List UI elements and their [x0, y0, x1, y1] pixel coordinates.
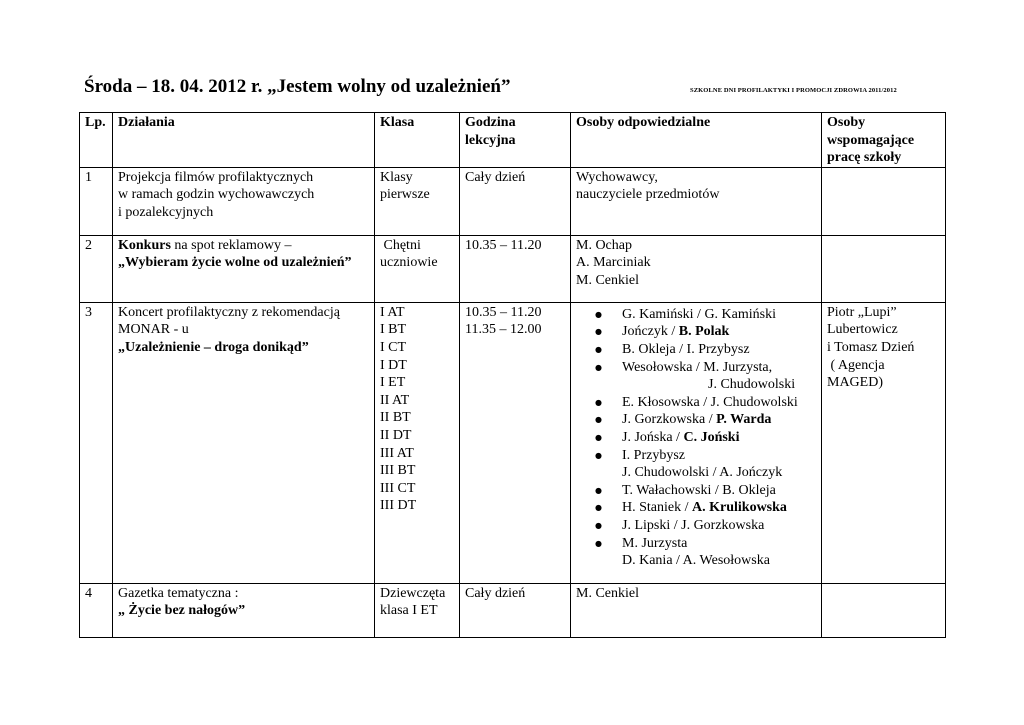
text-line: 10.35 – 11.20 — [465, 304, 542, 320]
cell-dzialania — [113, 167, 375, 235]
table-row — [80, 302, 946, 583]
person-text-continued: J. Chudowolski — [708, 377, 796, 393]
person-text: T. Wałachowski / B. Okleja — [622, 482, 776, 498]
text-line: i pozalekcyjnych — [118, 204, 214, 220]
text-line: Dziewczęta — [380, 585, 446, 601]
bold-text: Konkurs — [118, 237, 171, 253]
list-item — [576, 323, 817, 341]
person-text: I. Przybysz — [622, 447, 685, 463]
person-text-continued: D. Kania / A. Wesołowska — [622, 553, 770, 569]
list-item — [576, 394, 817, 412]
cell-wsp — [822, 167, 946, 235]
list-item — [576, 306, 817, 324]
cell-klasa — [375, 583, 460, 637]
list-item — [576, 499, 817, 517]
page-title: Środa – 18. 04. 2012 r. „Jestem wolny od uzależnień” — [84, 76, 511, 97]
table-row — [80, 583, 946, 637]
text-line: Chętni — [380, 237, 421, 253]
cell-osoby — [571, 583, 822, 637]
cell-dzialania — [113, 302, 375, 583]
text-line: Cały dzień — [465, 585, 526, 601]
text-line: pierwsze — [380, 187, 430, 203]
class-item: III AT — [380, 445, 414, 461]
text-line: 11.35 – 12.00 — [465, 322, 542, 338]
person-text: J. Gorzkowska / — [622, 412, 717, 428]
list-item — [576, 535, 817, 570]
text-line: w ramach godzin wychowawczych — [118, 187, 315, 203]
cell-osoby — [571, 302, 822, 583]
cell-lp: 4 — [80, 583, 113, 637]
person-bold: A. Krulikowska — [692, 500, 787, 516]
list-item — [576, 411, 817, 429]
cell-wsp — [822, 302, 946, 583]
cell-godzina — [460, 302, 571, 583]
person-text: H. Staniek / — [622, 500, 692, 516]
class-item: II DT — [380, 427, 412, 443]
cell-osoby — [571, 235, 822, 302]
class-item: I DT — [380, 357, 407, 373]
cell-dzialania — [113, 583, 375, 637]
cell-godzina — [460, 235, 571, 302]
text-line — [118, 237, 370, 255]
person-text: Jończyk / — [622, 324, 679, 340]
text-line: Projekcja filmów profilaktycznych — [118, 169, 314, 185]
text-line: Lubertowicz — [827, 322, 898, 338]
plain-text: na spot reklamowy – — [170, 237, 292, 253]
text-line: klasa I ET — [380, 603, 438, 619]
class-item: III BT — [380, 463, 416, 479]
text-line: Wychowawcy, — [576, 169, 658, 185]
text-line: A. Marciniak — [576, 255, 651, 271]
text-line: MAGED) — [827, 375, 883, 391]
person-text: J. Lipski / J. Gorzkowska — [622, 517, 765, 533]
header-godzina-line: Godzina — [465, 115, 516, 130]
class-item: II BT — [380, 410, 411, 426]
text-line: 10.35 – 11.20 — [465, 237, 542, 253]
header-godzina-line: lekcyjna — [465, 132, 516, 148]
text-line: M. Cenkiel — [576, 272, 639, 288]
cell-wsp — [822, 583, 946, 637]
bold-text: „Uzależnienie – droga donikąd” — [118, 339, 309, 355]
class-item: III DT — [380, 498, 417, 514]
person-text: B. Okleja / I. Przybysz — [622, 341, 750, 357]
cell-klasa — [375, 235, 460, 302]
cell-lp: 2 — [80, 235, 113, 302]
list-item — [576, 341, 817, 359]
list-item — [576, 447, 817, 482]
person-bold: C. Joński — [683, 429, 740, 445]
header-dzialania: Działania — [113, 113, 375, 168]
text-line: uczniowie — [380, 255, 438, 271]
text-line: Cały dzień — [465, 169, 526, 185]
class-item: III CT — [380, 480, 416, 496]
person-text: M. Jurzysta — [622, 535, 688, 551]
table-row — [80, 167, 946, 235]
bold-text: „Wybieram życie wolne od uzależnień” — [118, 255, 352, 271]
text-line: M. Ochap — [576, 237, 632, 253]
table-header-row — [80, 113, 946, 168]
person-text: G. Kamiński / G. Kamiński — [622, 306, 776, 322]
class-item: I BT — [380, 322, 407, 338]
text-line: ( Agencja — [827, 357, 885, 373]
cell-lp: 1 — [80, 167, 113, 235]
person-text: J. Jońska / — [622, 429, 684, 445]
class-item: II AT — [380, 392, 410, 408]
header-lp: Lp. — [80, 113, 113, 168]
header-wsp-line: Osoby — [827, 115, 866, 130]
table-row — [80, 235, 946, 302]
cell-wsp — [822, 235, 946, 302]
text-line: MONAR - u — [118, 322, 189, 338]
person-text: E. Kłosowska / J. Chudowolski — [622, 394, 798, 410]
header-osoby-odpowiedzialne: Osoby odpowiedzialne — [571, 113, 822, 168]
person-text: Wesołowska / M. Jurzysta, — [622, 359, 773, 375]
cell-dzialania — [113, 235, 375, 302]
text-line: i Tomasz Dzień — [827, 339, 915, 355]
person-bold: P. Warda — [716, 412, 772, 428]
text-line: Gazetka tematyczna : — [118, 585, 239, 601]
text-line: Piotr „Lupi” — [827, 304, 897, 320]
header-godzina — [460, 113, 571, 168]
header-klasa: Klasa — [375, 113, 460, 168]
text-line: M. Cenkiel — [576, 585, 639, 601]
list-item — [576, 482, 817, 500]
cell-lp: 3 — [80, 302, 113, 583]
text-line: Koncert profilaktyczny z rekomendacją — [118, 304, 340, 320]
text-line: nauczyciele przedmiotów — [576, 187, 720, 203]
schedule-table — [79, 112, 946, 638]
cell-klasa — [375, 302, 460, 583]
cell-osoby — [571, 167, 822, 235]
text-line: Klasy — [380, 169, 413, 185]
class-item: I ET — [380, 375, 406, 391]
list-item — [576, 429, 817, 447]
cell-godzina — [460, 583, 571, 637]
cell-klasa — [375, 167, 460, 235]
header-wsp-line: pracę szkoły — [827, 150, 902, 166]
person-text-continued: J. Chudowolski / A. Jończyk — [622, 465, 783, 481]
page-subtitle: SZKOLNE DNI PROFILAKTYKI I PROMOCJI ZDROWIA 2011/2012 — [690, 87, 897, 94]
list-item — [576, 517, 817, 535]
header-osoby-wspomagajace — [822, 113, 946, 168]
header-wsp-line: wspomagające — [827, 132, 915, 148]
list-item — [576, 359, 817, 394]
cell-godzina — [460, 167, 571, 235]
class-item: I CT — [380, 339, 407, 355]
persons-list — [576, 306, 817, 570]
class-item: I AT — [380, 304, 405, 320]
bold-text: „ Życie bez nałogów” — [118, 603, 246, 619]
person-bold: B. Polak — [678, 324, 730, 340]
